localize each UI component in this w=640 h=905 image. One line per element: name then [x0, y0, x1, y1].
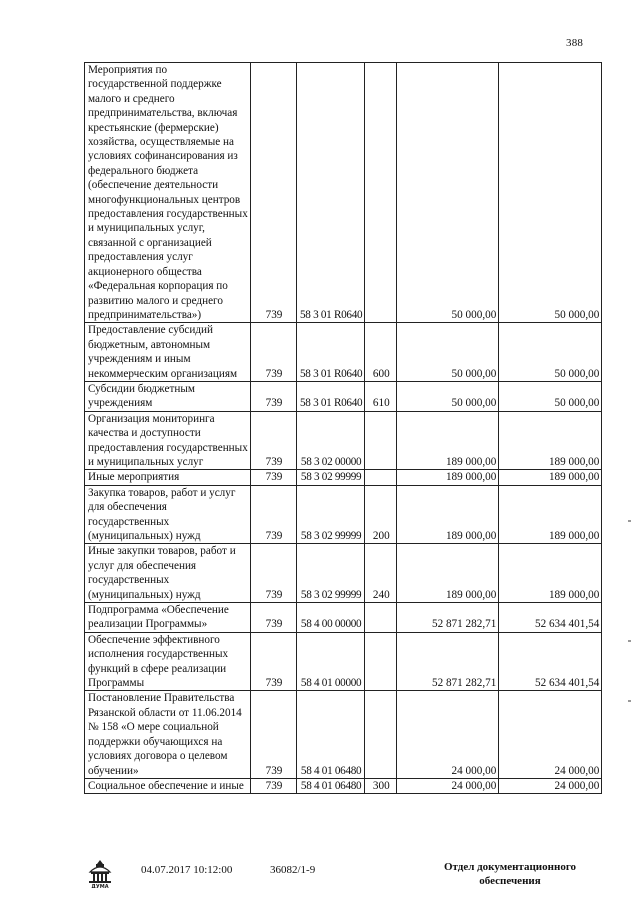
row-name: Постановление Правительства Рязанской области от 11.06.2014 № 158 «О мере социальной поддержки обучающихся на условиях договора о целевом обучении» [85, 691, 251, 778]
footer [0, 858, 640, 905]
row-sum-2018: 52 871 282,71 [397, 603, 499, 633]
margin-mark [628, 520, 631, 522]
row-expense-type [365, 63, 397, 323]
row-ved-code: 739 [251, 691, 297, 778]
row-ved-code: 739 [251, 603, 297, 633]
row-expense-type [365, 632, 397, 691]
row-sum-2018: 50 000,00 [397, 63, 499, 323]
row-expense-type: 610 [365, 381, 397, 411]
footer-department-line1: Отдел документационного [443, 861, 577, 873]
row-sum-2019: 52 634 401,54 [499, 632, 602, 691]
row-sum-2018: 52 871 282,71 [397, 632, 499, 691]
row-expense-type [365, 691, 397, 778]
row-sum-2019: 24 000,00 [499, 778, 602, 793]
row-sum-2019: 189 000,00 [499, 544, 602, 603]
logo-text: ДУМА [91, 884, 109, 888]
row-sum-2019: 52 634 401,54 [499, 603, 602, 633]
footer-date: 04.07.2017 10:12:00 [141, 864, 233, 876]
row-ved-code: 739 [251, 63, 297, 323]
row-target-article: 58 3 02 99999 [297, 544, 365, 603]
table-row [85, 544, 602, 603]
row-sum-2019: 50 000,00 [499, 381, 602, 411]
row-name: Подпрограмма «Обеспечение реализации Программы» [85, 603, 251, 633]
row-target-article: 58 3 02 99999 [297, 485, 365, 544]
row-sum-2018: 24 000,00 [397, 691, 499, 778]
row-sum-2018: 189 000,00 [397, 411, 499, 470]
row-ved-code: 739 [251, 381, 297, 411]
row-sum-2019: 24 000,00 [499, 691, 602, 778]
row-expense-type: 240 [365, 544, 397, 603]
row-expense-type [365, 603, 397, 633]
footer-doc-number: 36082/1-9 [270, 864, 316, 876]
row-name: Субсидии бюджетным учреждениям [85, 381, 251, 411]
row-name: Иные закупки товаров, работ и услуг для обеспечения государственных (муниципальных) нужд [85, 544, 251, 603]
row-expense-type: 300 [365, 778, 397, 793]
table-row [85, 778, 602, 793]
row-ved-code: 739 [251, 470, 297, 485]
table-row [85, 63, 602, 323]
row-sum-2019: 189 000,00 [499, 411, 602, 470]
budget-table-body [85, 63, 602, 794]
row-name: Обеспечение эффективного исполнения государственных функций в сфере реализации Программы [85, 632, 251, 691]
margin-mark [628, 640, 631, 642]
table-row [85, 485, 602, 544]
budget-table [84, 62, 602, 794]
row-name: Мероприятия по государственной поддержке малого и среднего предпринимательства, включая крестьянские (фермерские) хозяйства, осуществляемые на условиях софинансирования из федерального бюджета (обеспечение деятельности многофункциональных центров предоставления государственных и муниципальных услуг, связанной с организацией предоставления услуг акционерного общества «Федеральная корпорация по развитию малого и среднего предпринимательства») [85, 63, 251, 323]
row-target-article: 58 4 01 00000 [297, 632, 365, 691]
table-row [85, 411, 602, 470]
row-sum-2018: 189 000,00 [397, 544, 499, 603]
row-expense-type: 200 [365, 485, 397, 544]
row-ved-code: 739 [251, 544, 297, 603]
row-target-article: 58 3 02 99999 [297, 470, 365, 485]
row-sum-2019: 189 000,00 [499, 485, 602, 544]
row-target-article: 58 4 01 06480 [297, 691, 365, 778]
row-name: Социальное обеспечение и иные [85, 778, 251, 793]
page-number: 388 [566, 37, 584, 49]
row-sum-2019: 50 000,00 [499, 63, 602, 323]
table-row [85, 603, 602, 633]
row-sum-2018: 189 000,00 [397, 470, 499, 485]
table-row [85, 691, 602, 778]
row-sum-2018: 24 000,00 [397, 778, 499, 793]
row-ved-code: 739 [251, 411, 297, 470]
row-sum-2019: 50 000,00 [499, 323, 602, 382]
row-ved-code: 739 [251, 778, 297, 793]
row-target-article: 58 3 01 R0640 [297, 381, 365, 411]
table-row [85, 470, 602, 485]
margin-mark [628, 700, 631, 702]
row-name: Предоставление субсидий бюджетным, автономным учреждениям и иным некоммерческим организациям [85, 323, 251, 382]
row-sum-2019: 189 000,00 [499, 470, 602, 485]
table-row [85, 323, 602, 382]
row-sum-2018: 50 000,00 [397, 323, 499, 382]
row-target-article: 58 3 01 R0640 [297, 323, 365, 382]
row-expense-type [365, 470, 397, 485]
row-expense-type [365, 411, 397, 470]
table-row [85, 381, 602, 411]
row-name: Организация мониторинга качества и доступности предоставления государственных и муниципальных услуг [85, 411, 251, 470]
row-sum-2018: 50 000,00 [397, 381, 499, 411]
row-target-article: 58 3 02 00000 [297, 411, 365, 470]
row-name: Иные мероприятия [85, 470, 251, 485]
footer-department-line2: обеспечения [479, 875, 541, 887]
row-sum-2018: 189 000,00 [397, 485, 499, 544]
row-target-article: 58 4 01 06480 [297, 778, 365, 793]
row-ved-code: 739 [251, 323, 297, 382]
row-ved-code: 739 [251, 632, 297, 691]
row-target-article: 58 3 01 R0640 [297, 63, 365, 323]
table-row [85, 632, 602, 691]
duma-logo-icon [87, 858, 113, 888]
row-name: Закупка товаров, работ и услуг для обеспечения государственных (муниципальных) нужд [85, 485, 251, 544]
row-ved-code: 739 [251, 485, 297, 544]
row-target-article: 58 4 00 00000 [297, 603, 365, 633]
row-expense-type: 600 [365, 323, 397, 382]
footer-department [420, 860, 600, 888]
